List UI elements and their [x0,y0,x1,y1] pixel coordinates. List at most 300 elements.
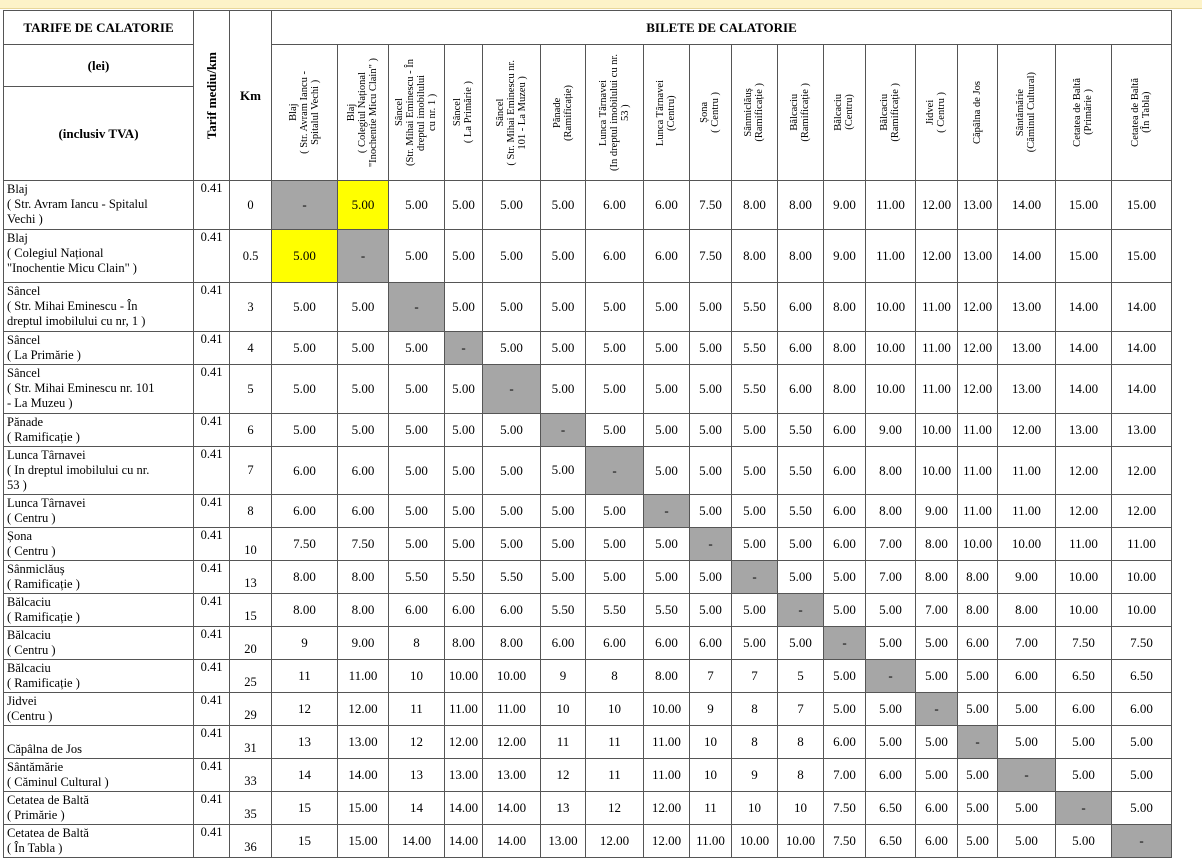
fare-cell: 6.00 [586,627,644,660]
fare-cell: 5.00 [389,365,445,414]
fare-cell: 5.00 [445,283,483,332]
dest-header-label: Blaj ( Colegiul Național "Inochentie Micu Clain" ) [346,57,380,168]
fare-cell: 5.00 [389,332,445,365]
table-row [4,627,1172,660]
fare-cell: - [483,365,541,414]
fare-cell: 6.00 [338,447,389,495]
fare-cell: 6.00 [1112,693,1172,726]
origin-cell: Sâncel ( La Primărie ) [4,332,194,365]
fare-cell: 14 [389,792,445,825]
origin-cell: Cetatea de Baltă ( În Tabla ) [4,825,194,858]
km-cell: 15 [230,594,272,627]
fare-cell: 6.00 [824,495,866,528]
fare-cell: 5.00 [483,414,541,447]
km-cell: 3 [230,283,272,332]
fare-cell: 5.00 [338,365,389,414]
fare-cell: 5.00 [958,825,998,858]
fare-cell: 5.00 [1112,792,1172,825]
fare-cell: 5.00 [916,627,958,660]
fare-cell: 10.00 [916,447,958,495]
dest-header-label: Sânmiclăuș (Ramificație ) [743,83,766,142]
title-vat: (inclusiv TVA) [4,87,194,181]
table-row [4,594,1172,627]
fare-cell: 5.00 [389,414,445,447]
dest-header-16 [1056,45,1112,181]
tarif-cell: 0.41 [194,759,230,792]
fare-cell: 14.00 [483,792,541,825]
fare-cell: 11.00 [338,660,389,693]
fare-cell: 5.00 [958,660,998,693]
fare-cell: 6.00 [778,332,824,365]
fare-cell: 12.00 [958,365,998,414]
fare-cell: - [958,726,998,759]
origin-cell: Blaj ( Colegiul Național "Inochentie Micu Clain" ) [4,230,194,283]
fare-cell: 5.00 [483,283,541,332]
fare-cell: 6.00 [644,627,690,660]
tarif-cell: 0.41 [194,447,230,495]
fare-cell: 7.50 [824,792,866,825]
tarif-cell: 0.41 [194,660,230,693]
fare-cell: 11.00 [998,447,1056,495]
origin-cell: Bălcaciu ( Centru ) [4,627,194,660]
fare-cell: 11.00 [916,365,958,414]
fare-cell: 7 [732,660,778,693]
fare-cell: 9.00 [998,561,1056,594]
fare-cell: 6.00 [586,181,644,230]
fare-cell: 9 [541,660,586,693]
title-tarife: TARIFE DE CALATORIE [4,11,194,45]
table-row [4,181,1172,230]
fare-cell: 10.00 [732,825,778,858]
tarif-cell: 0.41 [194,528,230,561]
fare-cell: 14.00 [998,181,1056,230]
fare-cell: 5.50 [586,594,644,627]
km-header: Km [230,11,272,181]
tarif-cell: 0.41 [194,693,230,726]
fare-cell: 7.50 [690,181,732,230]
fare-cell: 6.00 [483,594,541,627]
fare-cell: 6.00 [644,181,690,230]
fare-cell: 13 [541,792,586,825]
fare-cell: 5.00 [338,332,389,365]
fare-cell: 5.00 [483,181,541,230]
fare-cell: 7.50 [338,528,389,561]
fare-cell: 8.00 [338,594,389,627]
fare-cell: 5.00 [586,561,644,594]
fare-cell: 5.00 [690,332,732,365]
dest-header-label: Bălcaciu (Centru) [833,94,856,131]
fare-cell: 5.00 [445,495,483,528]
fare-cell: 6.00 [541,627,586,660]
fare-cell: 5.00 [958,792,998,825]
fare-cell: 5.00 [272,414,338,447]
fare-cell: 5.50 [732,332,778,365]
fare-cell: 6.00 [824,726,866,759]
fare-cell: 5.00 [541,528,586,561]
km-cell: 0.5 [230,230,272,283]
fare-cell: 10 [586,693,644,726]
fare-cell: 5.00 [644,528,690,561]
fare-cell: 5.00 [389,447,445,495]
dest-header-label: Bălcaciu (Ramificație ) [879,83,902,142]
fare-cell: 11 [389,693,445,726]
dest-header-label: Jidvei ( Centru ) [925,92,948,133]
fare-cell: 12 [541,759,586,792]
fare-cell: 11.00 [1112,528,1172,561]
tariff-table [3,10,1172,858]
fare-cell: 11.00 [866,230,916,283]
fare-cell: 5.00 [644,332,690,365]
tarif-cell: 0.41 [194,414,230,447]
origin-cell: Pănade ( Ramificație ) [4,414,194,447]
fare-cell: 11.00 [690,825,732,858]
km-cell: 29 [230,693,272,726]
fare-cell: 5.00 [389,495,445,528]
origin-cell: Sâncel ( Str. Mihai Eminescu - În dreptul imobilului cu nr, 1 ) [4,283,194,332]
fare-cell: 12.00 [1056,447,1112,495]
fare-cell: 8.00 [824,332,866,365]
tarif-cell: 0.41 [194,792,230,825]
fare-cell: 11.00 [445,693,483,726]
fare-cell: 12.00 [958,332,998,365]
fare-cell: 5.00 [778,561,824,594]
km-cell: 25 [230,660,272,693]
fare-cell: 5.00 [732,447,778,495]
fare-cell: 15 [272,792,338,825]
table-row [4,660,1172,693]
dest-header-label: Lunca Târnavei (In dreptul imobilului cu nr. 53 ) [597,54,631,171]
fare-cell: 5.00 [824,594,866,627]
fare-cell: 5.00 [389,528,445,561]
fare-cell: 5.00 [445,365,483,414]
fare-cell: 5.00 [916,759,958,792]
fare-cell: 5.00 [541,561,586,594]
fare-cell: 5.00 [732,594,778,627]
fare-cell: 10 [690,759,732,792]
fare-cell: 6.00 [958,627,998,660]
fare-cell: 10.00 [1056,594,1112,627]
fare-cell: 5.00 [690,283,732,332]
fare-cell: 6.50 [1112,660,1172,693]
fare-cell: 5.00 [644,561,690,594]
fare-cell: 11.00 [958,495,998,528]
dest-header-label: Blaj ( Str. Avram Iancu - Spitalul Vechi ) [287,71,321,154]
fare-cell: 5.00 [998,726,1056,759]
km-cell: 7 [230,447,272,495]
fare-cell: 14.00 [483,825,541,858]
fare-cell: 5.00 [483,332,541,365]
fare-cell: 5.00 [272,365,338,414]
fare-cell: 7.50 [824,825,866,858]
fare-cell: 12.00 [1112,495,1172,528]
fare-cell: - [778,594,824,627]
fare-cell: 8 [778,726,824,759]
fare-cell: 5.00 [732,495,778,528]
fare-cell: 5.00 [483,528,541,561]
fare-cell: 5.00 [916,660,958,693]
fare-cell: 5.00 [824,561,866,594]
fare-cell: - [866,660,916,693]
fare-cell: 11 [272,660,338,693]
fare-cell: 9.00 [866,414,916,447]
fare-cell: 10 [690,726,732,759]
tarif-cell: 0.41 [194,181,230,230]
title-bilete: BILETE DE CALATORIE [272,11,1172,45]
fare-cell: 5.00 [445,528,483,561]
dest-header-label: Sâncel ( Str. Mihai Eminescu nr. 101 - La Muzeu ) [494,59,528,166]
fare-cell: 12.00 [958,283,998,332]
fare-cell: 13.00 [998,332,1056,365]
dest-header-10 [778,45,824,181]
fare-cell: 6.00 [1056,693,1112,726]
fare-cell: 8.00 [916,528,958,561]
fare-cell: 5.50 [778,447,824,495]
fare-cell: 14.00 [998,230,1056,283]
fare-cell: 5.00 [866,726,916,759]
fare-cell: 5.50 [732,283,778,332]
dest-header-15 [998,45,1056,181]
table-row [4,230,1172,283]
fare-cell: 10.00 [998,528,1056,561]
origin-cell: Blaj ( Str. Avram Iancu - Spitalul Vechi ) [4,181,194,230]
fare-cell: 5.00 [389,181,445,230]
fare-cell: 5.00 [732,414,778,447]
fare-cell: 5.00 [1056,726,1112,759]
fare-cell: 5.00 [483,447,541,495]
fare-cell: - [1056,792,1112,825]
fare-cell: 5.00 [586,495,644,528]
fare-cell: 15.00 [1056,181,1112,230]
fare-cell: 10.00 [1056,561,1112,594]
table-row [4,414,1172,447]
fare-cell: 12.00 [916,181,958,230]
fare-cell: 8 [586,660,644,693]
fare-cell: 5.00 [338,283,389,332]
fare-cell: 5.00 [483,230,541,283]
fare-cell: 5.00 [586,414,644,447]
fare-cell: 7.00 [866,561,916,594]
fare-cell: 5.00 [541,332,586,365]
fare-cell: 5 [778,660,824,693]
fare-cell: 5.50 [483,561,541,594]
fare-cell: 12 [389,726,445,759]
dest-header-label: Sâncel ( La Primărie ) [452,81,475,144]
fare-cell: 6.00 [272,495,338,528]
fare-cell: - [644,495,690,528]
fare-cell: 6.00 [272,447,338,495]
fare-cell: 10.00 [644,693,690,726]
fare-cell: 5.00 [541,283,586,332]
origin-cell: Sâncel ( Str. Mihai Eminescu nr. 101 - La Muzeu ) [4,365,194,414]
fare-cell: 6.00 [916,825,958,858]
title-currency: (lei) [4,45,194,87]
tarif-cell: 0.41 [194,726,230,759]
fare-cell: 12.00 [1056,495,1112,528]
fare-cell: 6.50 [1056,660,1112,693]
fare-cell: 9.00 [338,627,389,660]
fare-cell: 7.50 [1112,627,1172,660]
fare-cell: 14.00 [389,825,445,858]
fare-cell: 8.00 [272,561,338,594]
fare-cell: 9 [690,693,732,726]
fare-cell: 11.00 [958,447,998,495]
fare-cell: 8.00 [824,283,866,332]
fare-cell: 5.00 [732,528,778,561]
fare-cell: 11.00 [958,414,998,447]
origin-cell: Bălcaciu ( Ramificație ) [4,660,194,693]
fare-cell: 14.00 [338,759,389,792]
fare-cell: 5.00 [644,283,690,332]
dest-header-label: Cetatea de Baltă (Primărie ) [1072,78,1095,147]
fare-cell: 5.00 [272,332,338,365]
fare-cell: 7 [778,693,824,726]
origin-cell: Lunca Târnavei ( In dreptul imobilului cu nr. 53 ) [4,447,194,495]
fare-cell: 5.00 [1112,726,1172,759]
fare-cell: 10.00 [1112,561,1172,594]
fare-cell: - [732,561,778,594]
km-cell: 13 [230,561,272,594]
fare-cell: 6.00 [824,414,866,447]
fare-cell: 15.00 [1112,230,1172,283]
fare-cell: 5.00 [916,726,958,759]
fare-cell: 9 [272,627,338,660]
fare-cell: 6.50 [866,792,916,825]
km-cell: 36 [230,825,272,858]
fare-cell: - [389,283,445,332]
fare-cell: 5.00 [445,181,483,230]
table-row [4,693,1172,726]
fare-cell: - [1112,825,1172,858]
km-cell: 0 [230,181,272,230]
origin-cell: Șona ( Centru ) [4,528,194,561]
dest-header-9 [732,45,778,181]
fare-cell: 11.00 [644,726,690,759]
fare-cell: 5.00 [690,561,732,594]
fare-cell: 13.00 [998,283,1056,332]
fare-cell: 5.00 [690,495,732,528]
fare-cell: 11 [690,792,732,825]
fare-cell: 11 [586,759,644,792]
fare-cell: 10.00 [483,660,541,693]
fare-cell: 5.00 [644,365,690,414]
fare-cell: 13.00 [1112,414,1172,447]
dest-header-5 [541,45,586,181]
fare-cell: 8.00 [998,594,1056,627]
fare-cell: 12.00 [338,693,389,726]
fare-cell: 5.00 [644,414,690,447]
fare-cell: 12.00 [1112,447,1172,495]
fare-cell: 14.00 [1056,332,1112,365]
fare-cell: 8.00 [866,447,916,495]
table-row [4,759,1172,792]
origin-cell: Jidvei (Centru ) [4,693,194,726]
fare-cell: 14.00 [1056,365,1112,414]
fare-cell: 5.00 [586,365,644,414]
fare-cell: 5.00 [958,759,998,792]
fare-cell: 10.00 [958,528,998,561]
fare-cell: 5.00 [1112,759,1172,792]
fare-cell: 8.00 [958,561,998,594]
fare-cell: 15 [272,825,338,858]
table-row [4,447,1172,495]
fare-cell: 5.00 [778,528,824,561]
fare-cell: - [998,759,1056,792]
fare-cell: 5.00 [866,627,916,660]
fare-cell: 13.00 [998,365,1056,414]
fare-cell: 10.00 [866,365,916,414]
km-cell: 8 [230,495,272,528]
fare-cell: 9.00 [824,181,866,230]
fare-cell: 8.00 [732,230,778,283]
km-cell: 5 [230,365,272,414]
fare-cell: 10.00 [916,414,958,447]
tarif-cell: 0.41 [194,594,230,627]
fare-cell: 11.00 [998,495,1056,528]
dest-header-2 [389,45,445,181]
fare-cell: 5.00 [541,495,586,528]
fare-cell: 5.50 [732,365,778,414]
fare-cell: - [690,528,732,561]
fare-cell: 6.50 [866,825,916,858]
fare-cell: 6.00 [338,495,389,528]
fare-cell: 10 [732,792,778,825]
fare-cell: 5.50 [445,561,483,594]
fare-cell: 5.00 [445,230,483,283]
fare-cell: 5.00 [541,365,586,414]
fare-cell: 5.00 [958,693,998,726]
dest-header-label: Pănade (Ramificație) [551,84,574,141]
tarif-cell: 0.41 [194,561,230,594]
fare-cell: 5.00 [824,693,866,726]
tarif-mediu-label: Tarif mediu/km [203,51,219,140]
fare-cell: 5.00 [445,414,483,447]
fare-cell: - [445,332,483,365]
dest-header-label: Sântămărie (Căminul Cultural) [1015,72,1038,153]
dest-header-label: Sâncel (Str. Mihai Eminescu - În dreptul imobilului cu nr. 1 ) [394,58,439,167]
tarif-cell: 0.41 [194,283,230,332]
dest-header-17 [1112,45,1172,181]
table-row [4,283,1172,332]
fare-cell: 9 [732,759,778,792]
dest-header-8 [690,45,732,181]
fare-cell: 12.00 [586,825,644,858]
fare-cell: 14.00 [445,792,483,825]
origin-cell: Sântămărie ( Căminul Cultural ) [4,759,194,792]
dest-header-label: Cetatea de Baltă (În Tabla) [1130,78,1153,147]
fare-cell: 9.00 [824,230,866,283]
km-cell: 35 [230,792,272,825]
fare-cell: 5.00 [541,447,586,495]
fare-cell: 6.00 [824,528,866,561]
fare-cell: - [541,414,586,447]
dest-header-4 [483,45,541,181]
km-cell: 20 [230,627,272,660]
fare-cell: 5.00 [338,414,389,447]
fare-cell: 13.00 [483,759,541,792]
fare-cell: 5.50 [541,594,586,627]
table-row [4,726,1172,759]
fare-cell: 12 [272,693,338,726]
origin-cell: Căpâlna de Jos [4,726,194,759]
fare-cell: 5.00 [586,528,644,561]
fare-cell: 10 [778,792,824,825]
fare-cell: 5.00 [866,693,916,726]
fare-cell: 8.00 [866,495,916,528]
fare-cell: 8.00 [644,660,690,693]
fare-cell: 11.00 [916,332,958,365]
dest-header-label: Șona ( Centru ) [699,92,722,133]
km-cell: 31 [230,726,272,759]
